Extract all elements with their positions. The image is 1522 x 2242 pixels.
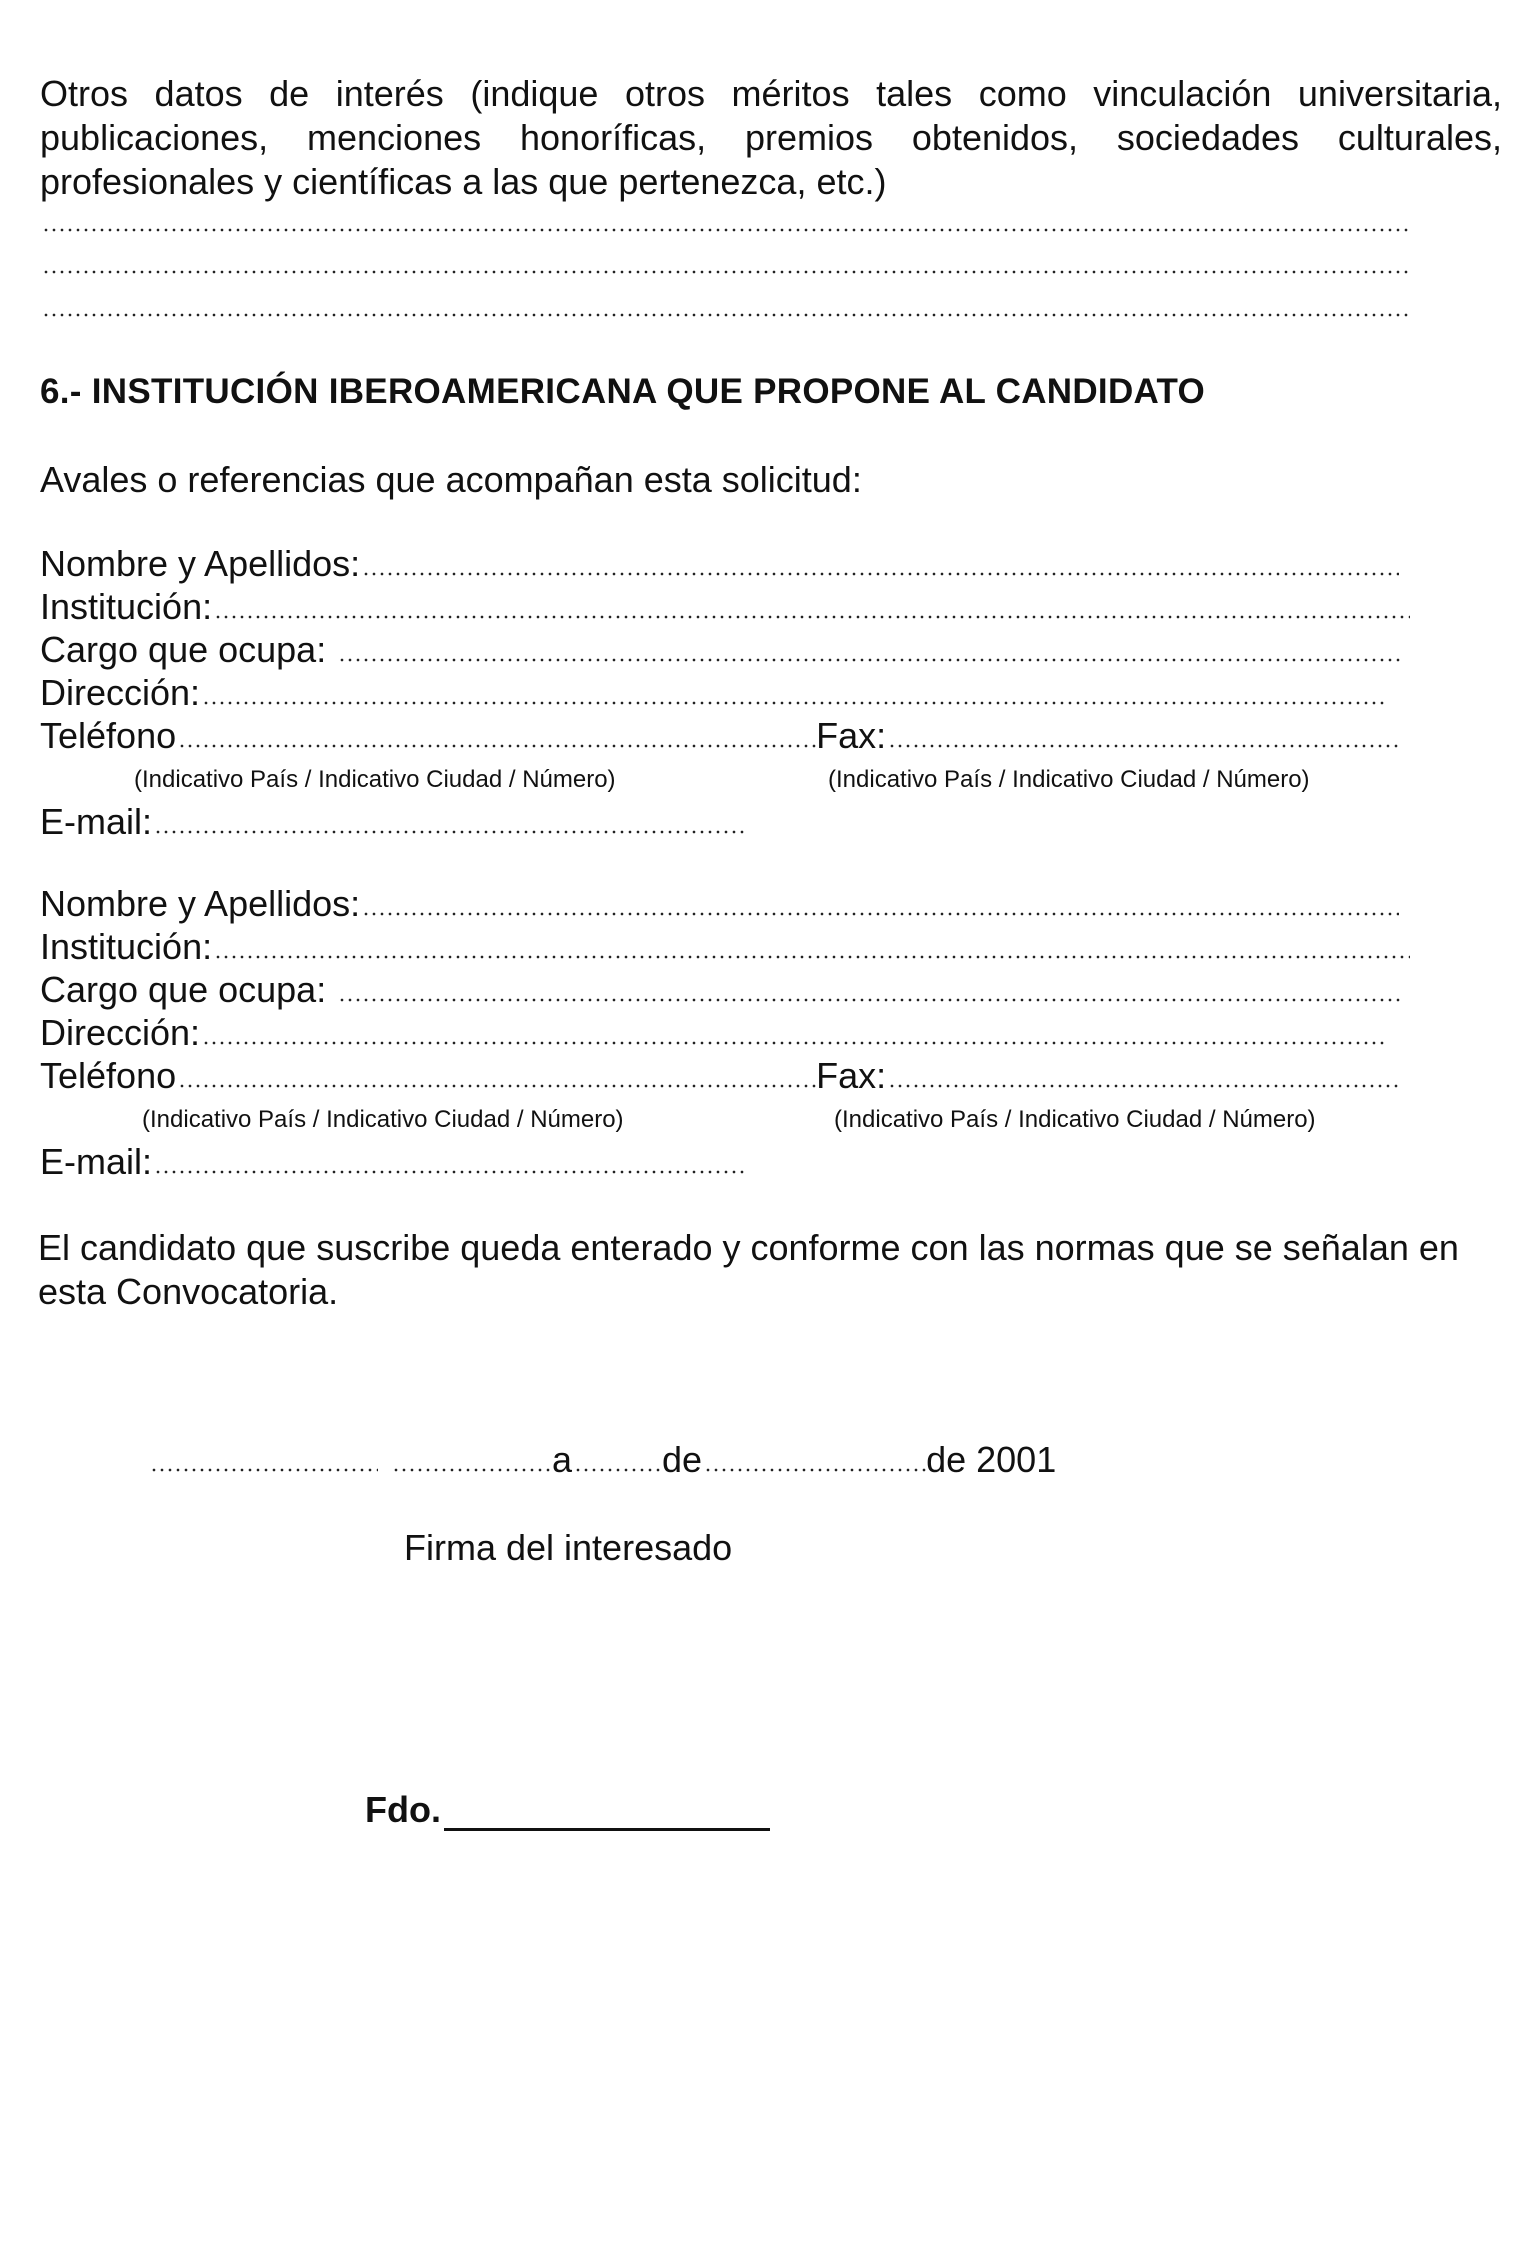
ref2-position-field[interactable] <box>40 968 1401 1011</box>
ref1-email-field[interactable] <box>40 800 746 843</box>
ref2-email-label: E-mail: <box>40 1141 153 1182</box>
ref1-email-label: E-mail: <box>40 801 153 842</box>
ref2-fax-label: Fax: <box>816 1055 887 1096</box>
ref2-address-label: Dirección: <box>40 1012 201 1053</box>
ref1-name-label: Nombre y Apellidos: <box>40 543 361 584</box>
answer-line-1[interactable] <box>42 228 1412 232</box>
fdo-label: Fdo. <box>365 1789 441 1830</box>
ref1-phone-fax-field[interactable] <box>40 714 1402 757</box>
date-a-label: a <box>552 1439 573 1480</box>
ref2-position-label: Cargo que ocupa: <box>40 969 327 1010</box>
ref1-institution-field[interactable] <box>40 585 1410 628</box>
ref2-phone-hint: (Indicativo País / Indicativo Ciudad / Número) <box>142 1106 624 1133</box>
ref2-fax-hint: (Indicativo País / Indicativo Ciudad / Número) <box>834 1106 1316 1133</box>
ref1-position-field[interactable] <box>40 628 1401 671</box>
ref1-position-label: Cargo que ocupa: <box>40 629 327 670</box>
declaration-line-1: El candidato que suscribe queda enterado y conforme con las normas que se señalan en <box>38 1227 1459 1268</box>
declaration-line-2: esta Convocatoria. <box>38 1271 339 1312</box>
signature-line[interactable] <box>444 1828 770 1831</box>
answer-line-3[interactable] <box>42 313 1412 317</box>
ref1-phone-hint: (Indicativo País / Indicativo Ciudad / Número) <box>134 766 616 793</box>
date-year-label: de 2001 <box>926 1439 1057 1480</box>
other-merits-paragraph: Otros datos de interés (indique otros méritos tales como vinculación universitaria, publicaciones, menciones honoríficas, premios obtenidos, sociedades culturales, profesionales y científicas a las que pertenezca, etc.) <box>40 73 1502 202</box>
ref1-fax-hint: (Indicativo País / Indicativo Ciudad / Número) <box>828 766 1310 793</box>
ref2-email-field[interactable] <box>40 1140 746 1183</box>
ref1-address-label: Dirección: <box>40 672 201 713</box>
ref2-phone-fax-field[interactable] <box>40 1054 1402 1097</box>
references-label: Avales o referencias que acompañan esta solicitud: <box>40 459 862 500</box>
ref1-institution-label: Institución: <box>40 586 213 627</box>
ref1-phone-label: Teléfono <box>40 715 177 756</box>
ref2-name-field[interactable] <box>40 882 1399 925</box>
date-line[interactable] <box>150 1438 1056 1481</box>
section-heading: 6.- INSTITUCIÓN IBEROAMERICANA QUE PROPONE AL CANDIDATO <box>40 372 1206 411</box>
ref2-institution-field[interactable] <box>40 925 1410 968</box>
ref2-institution-label: Institución: <box>40 926 213 967</box>
ref2-name-label: Nombre y Apellidos: <box>40 883 361 924</box>
ref2-phone-label: Teléfono <box>40 1055 177 1096</box>
ref2-address-field[interactable] <box>40 1011 1388 1054</box>
ref1-fax-label: Fax: <box>816 715 887 756</box>
answer-line-2[interactable] <box>42 270 1412 274</box>
ref1-name-field[interactable] <box>40 542 1399 585</box>
ref1-address-field[interactable] <box>40 671 1388 714</box>
signature-label: Firma del interesado <box>404 1527 733 1568</box>
date-de-label-1: de <box>662 1439 703 1480</box>
